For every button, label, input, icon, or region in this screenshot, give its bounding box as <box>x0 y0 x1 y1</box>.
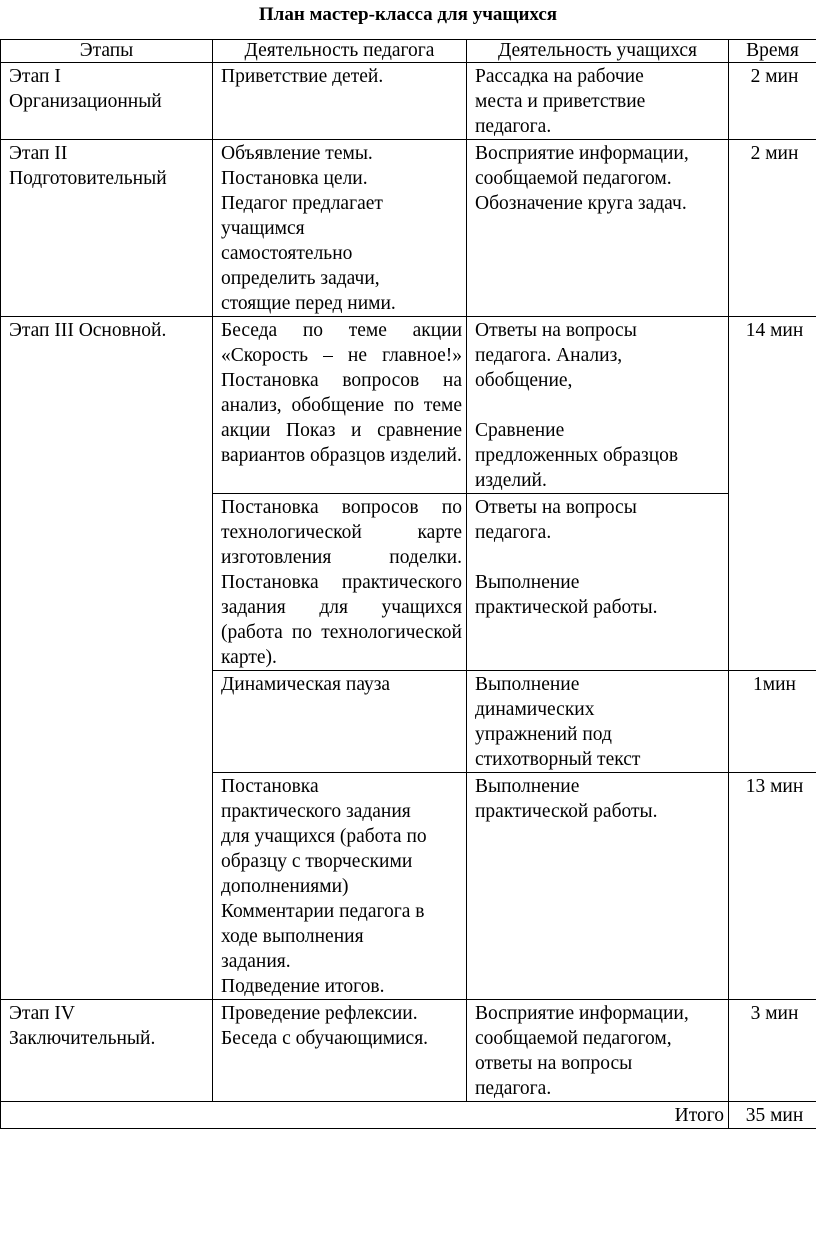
stage-3d-teacher-line: образцу с творческими <box>221 851 413 872</box>
stage-3a-students-line: изделий. <box>475 470 547 491</box>
stage-4-teacher-line: Проведение рефлексии. <box>221 1003 418 1024</box>
table-row-stage-4 <box>1 1000 816 1102</box>
stage-2-students-line: Восприятие информации, <box>475 143 689 164</box>
header-teacher-activity: Деятельность педагога <box>213 40 467 63</box>
stage-1-name-line: Организационный <box>9 91 162 112</box>
stage-4-students-line: педагога. <box>475 1078 552 1099</box>
stage-2-teacher-line: определить задачи, <box>221 268 380 289</box>
stage-1-time: 2 мин <box>729 63 816 140</box>
stage-2-teacher-line: Педагог предлагает <box>221 193 383 214</box>
stage-3a-students-line: Ответы на вопросы <box>475 320 637 341</box>
stage-3c-students <box>467 671 729 773</box>
stage-3b-students-line: педагога. <box>475 522 552 543</box>
stage-3d-students <box>467 773 729 1000</box>
stage-2-students-line: сообщаемой педагогом. <box>475 168 672 189</box>
stage-4-time: 3 мин <box>729 1000 816 1102</box>
stage-4-students-line: сообщаемой педагогом, <box>475 1028 672 1049</box>
stage-3d-teacher-line: практического задания <box>221 801 411 822</box>
stage-3c-students-line: динамических <box>475 699 595 720</box>
stage-2-name-line: Этап II <box>9 143 68 164</box>
table-row-total <box>1 1102 816 1129</box>
table-row-stage-3a <box>1 317 816 494</box>
header-student-activity: Деятельность учащихся <box>467 40 729 63</box>
stage-4-name-line: Заключительный. <box>9 1028 156 1049</box>
stage-3a-students-line: Сравнение <box>475 420 565 441</box>
lesson-plan-table <box>0 39 816 1129</box>
stage-3c-teacher <box>213 671 467 773</box>
total-time: 35 мин <box>729 1102 816 1129</box>
stage-3-name: Этап III Основной. <box>1 317 213 1000</box>
stage-3ab-time: 14 мин <box>729 317 816 671</box>
stage-1-students-line: Рассадка на рабочие <box>475 66 644 87</box>
stage-2-teacher-line: самостоятельно <box>221 243 353 264</box>
total-label: Итого <box>1 1102 729 1129</box>
stage-1-students-line: места и приветствие <box>475 91 646 112</box>
stage-3d-teacher-line: Комментарии педагога в <box>221 901 425 922</box>
stage-4-teacher <box>213 1000 467 1102</box>
stage-3d-teacher-line: Подведение итогов. <box>221 976 385 997</box>
stage-4-students-line: Восприятие информации, <box>475 1003 689 1024</box>
stage-3a-teacher: Беседа по теме акции «Скорость – не главное!» Постановка вопросов на анализ, обобщение по теме акции Показ и сравнение вариантов образцов изделий. <box>213 317 467 494</box>
stage-2-teacher <box>213 140 467 317</box>
stage-3d-students-line: Выполнение <box>475 776 580 797</box>
stage-1-name-line: Этап I <box>9 66 61 87</box>
table-header-row <box>1 40 816 63</box>
stage-4-students <box>467 1000 729 1102</box>
stage-3a-students-line: обобщение, <box>475 370 573 391</box>
stage-3b-students-line: Ответы на вопросы <box>475 497 637 518</box>
stage-4-students-line: ответы на вопросы <box>475 1053 633 1074</box>
stage-2-name-line: Подготовительный <box>9 168 167 189</box>
stage-4-name-line: Этап IV <box>9 1003 75 1024</box>
stage-4-teacher-line: Беседа с обучающимися. <box>221 1028 429 1049</box>
stage-2-teacher-line: учащимся <box>221 218 305 239</box>
stage-3c-teacher-line: Динамическая пауза <box>221 674 391 695</box>
stage-1-teacher-line: Приветствие детей. <box>221 66 384 87</box>
stage-3b-students-line: Выполнение <box>475 572 580 593</box>
stage-1-teacher <box>213 63 467 140</box>
stage-4-name <box>1 1000 213 1102</box>
stage-3a-students <box>467 317 729 494</box>
stage-3a-students-line: педагога. Анализ, <box>475 345 623 366</box>
spacer <box>475 393 724 418</box>
stage-3c-time: 1мин <box>729 671 816 773</box>
stage-3c-students-line: упражнений под <box>475 724 612 745</box>
stage-3d-teacher-line: для учащихся (работа по <box>221 826 427 847</box>
stage-2-teacher-line: Постановка цели. <box>221 168 368 189</box>
stage-3d-teacher <box>213 773 467 1000</box>
page-title: План мастер-класса для учащихся <box>258 4 558 25</box>
stage-3d-students-line: практической работы. <box>475 801 658 822</box>
stage-2-teacher-line: Объявление темы. <box>221 143 373 164</box>
stage-3d-time: 13 мин <box>729 773 816 1000</box>
stage-3b-teacher: Постановка вопросов по технологической карте изготовления поделки. Постановка практического задания для учащихся (работа по технологической карте). <box>213 494 467 671</box>
table-row-stage-1 <box>1 63 816 140</box>
stage-3c-students-line: Выполнение <box>475 674 580 695</box>
stage-1-students-line: педагога. <box>475 116 552 137</box>
stage-3a-students-line: предложенных образцов <box>475 445 679 466</box>
stage-2-name <box>1 140 213 317</box>
header-time: Время <box>729 40 816 63</box>
stage-3d-teacher-line: дополнениями) <box>221 876 349 897</box>
stage-1-students <box>467 63 729 140</box>
stage-2-teacher-line: стоящие перед ними. <box>221 293 396 314</box>
stage-2-students <box>467 140 729 317</box>
stage-3d-teacher-line: Постановка <box>221 776 319 797</box>
stage-3b-students <box>467 494 729 671</box>
stage-3d-teacher-line: ходе выполнения <box>221 926 364 947</box>
stage-3c-students-line: стихотворный текст <box>475 749 641 770</box>
table-row-stage-2 <box>1 140 816 317</box>
stage-3d-teacher-line: задания. <box>221 951 291 972</box>
stage-1-name <box>1 63 213 140</box>
spacer <box>475 545 724 570</box>
stage-2-students-line: Обозначение круга задач. <box>475 193 687 214</box>
stage-3b-students-line: практической работы. <box>475 597 658 618</box>
header-stages: Этапы <box>1 40 213 63</box>
stage-2-time: 2 мин <box>729 140 816 317</box>
